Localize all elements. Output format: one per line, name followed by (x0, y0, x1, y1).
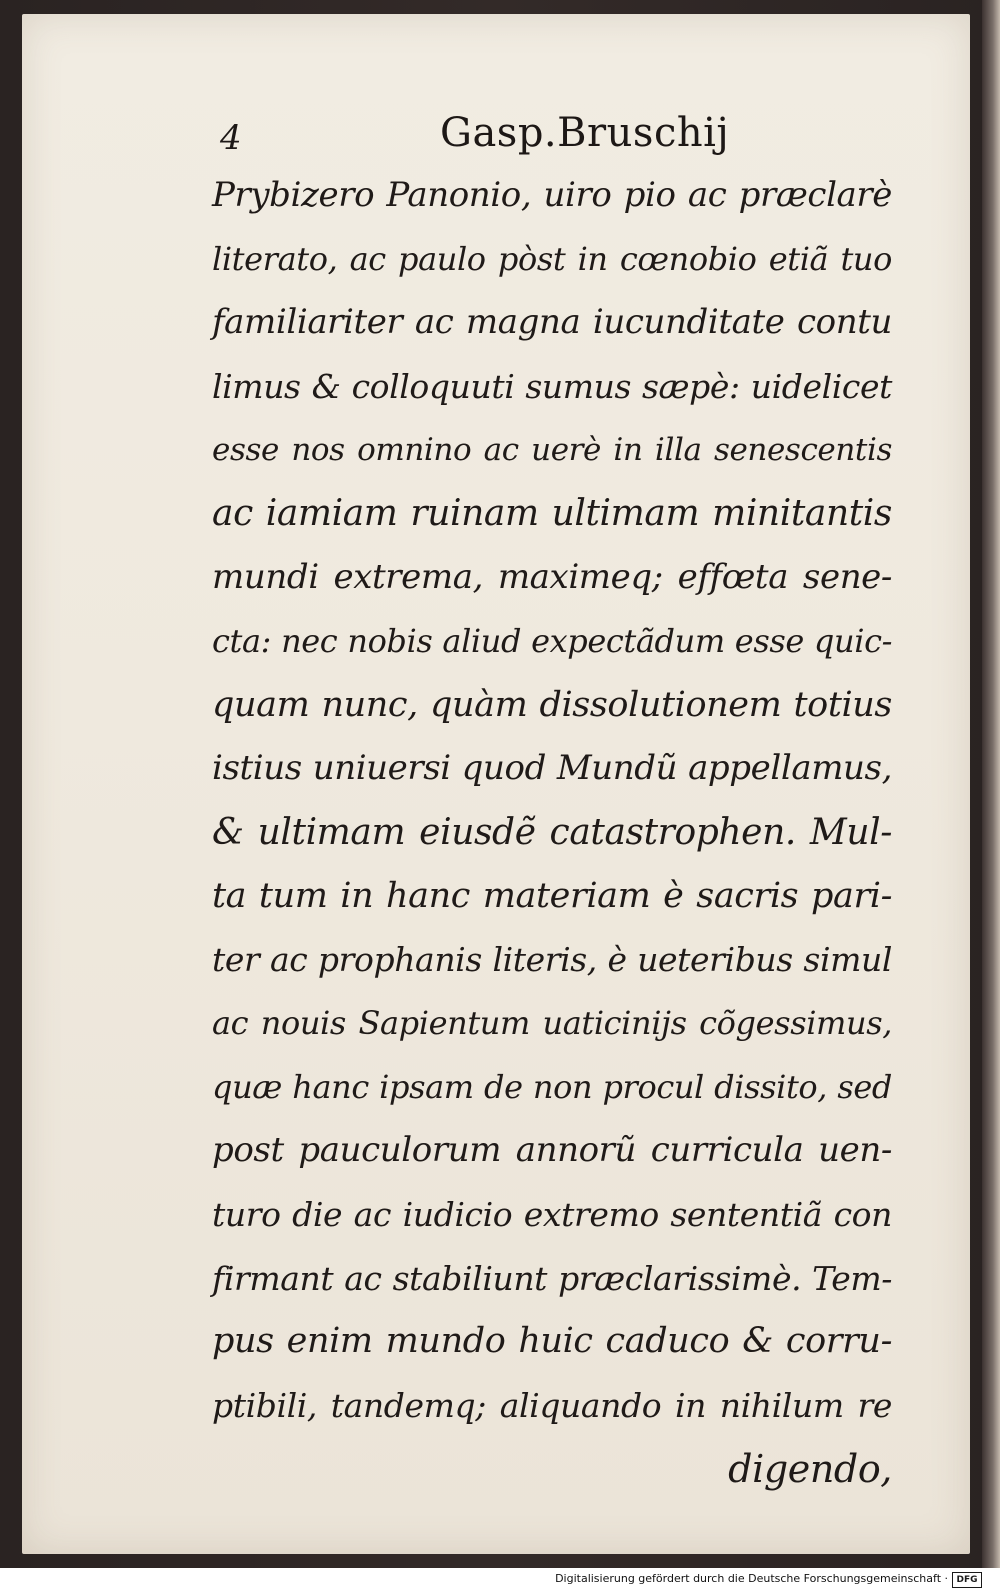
text-line: firmant ac stabiliunt præclarissimè. Tem- (212, 1258, 892, 1298)
text-line: ta tum in hanc materiam è sacris pari- (212, 875, 892, 916)
text-line: post pauculorum annorũ curricula uen- (212, 1130, 892, 1171)
text-line: quæ hanc ipsam de non procul dissito, sed (212, 1067, 892, 1106)
page-header (22, 110, 970, 170)
book-page (22, 14, 970, 1554)
digitization-footer (0, 1568, 1000, 1592)
funding-credit: Digitalisierung gefördert durch die Deutsche Forschungsgemeinschaft · (555, 1572, 948, 1585)
text-line: ter ac prophanis literis, è ueteribus simul (212, 940, 892, 980)
text-line: quam nunc, quàm dissolutionem totius (212, 684, 892, 725)
text-line: limus & colloquuti sumus sæpè: uidelicet (212, 367, 892, 407)
text-line: turo die ac iudicio extremo sententiã con (212, 1195, 892, 1234)
text-line: Prybizero Panonio, uiro pio ac præclarè (212, 175, 892, 215)
book-edge (982, 0, 1000, 1568)
text-line: pus enim mundo huic caduco & corru- (212, 1321, 892, 1362)
text-line: ac iamiam ruinam ultimam minitantis (212, 493, 892, 535)
text-line: esse nos omnino ac uerè in illa senescentis (212, 431, 892, 468)
text-line: ac nouis Sapientum uaticinijs cõgessimus, (212, 1003, 892, 1042)
text-line: digendo, (728, 1446, 892, 1491)
text-line: literato, ac paulo pòst in cœnobio etiã tuo (212, 239, 892, 278)
text-line: cta: nec nobis aliud expectãdum esse quic- (212, 621, 892, 660)
page-number: 4 (220, 118, 242, 158)
body-text (212, 164, 892, 1501)
text-line: istius uniuersi quod Mundũ appellamus, (212, 748, 892, 789)
text-line: familiariter ac magna iucunditate contu (212, 302, 892, 343)
text-line: ptibili, tandemq; aliquando in nihilum re (212, 1386, 892, 1426)
dfg-logo: DFG (952, 1572, 982, 1588)
text-line: mundi extrema, maximeq; effœta sene- (212, 557, 892, 598)
running-head: Gasp.Bruschij (440, 110, 730, 156)
text-line: & ultimam eiusdẽ catastrophen. Mul- (212, 811, 892, 853)
